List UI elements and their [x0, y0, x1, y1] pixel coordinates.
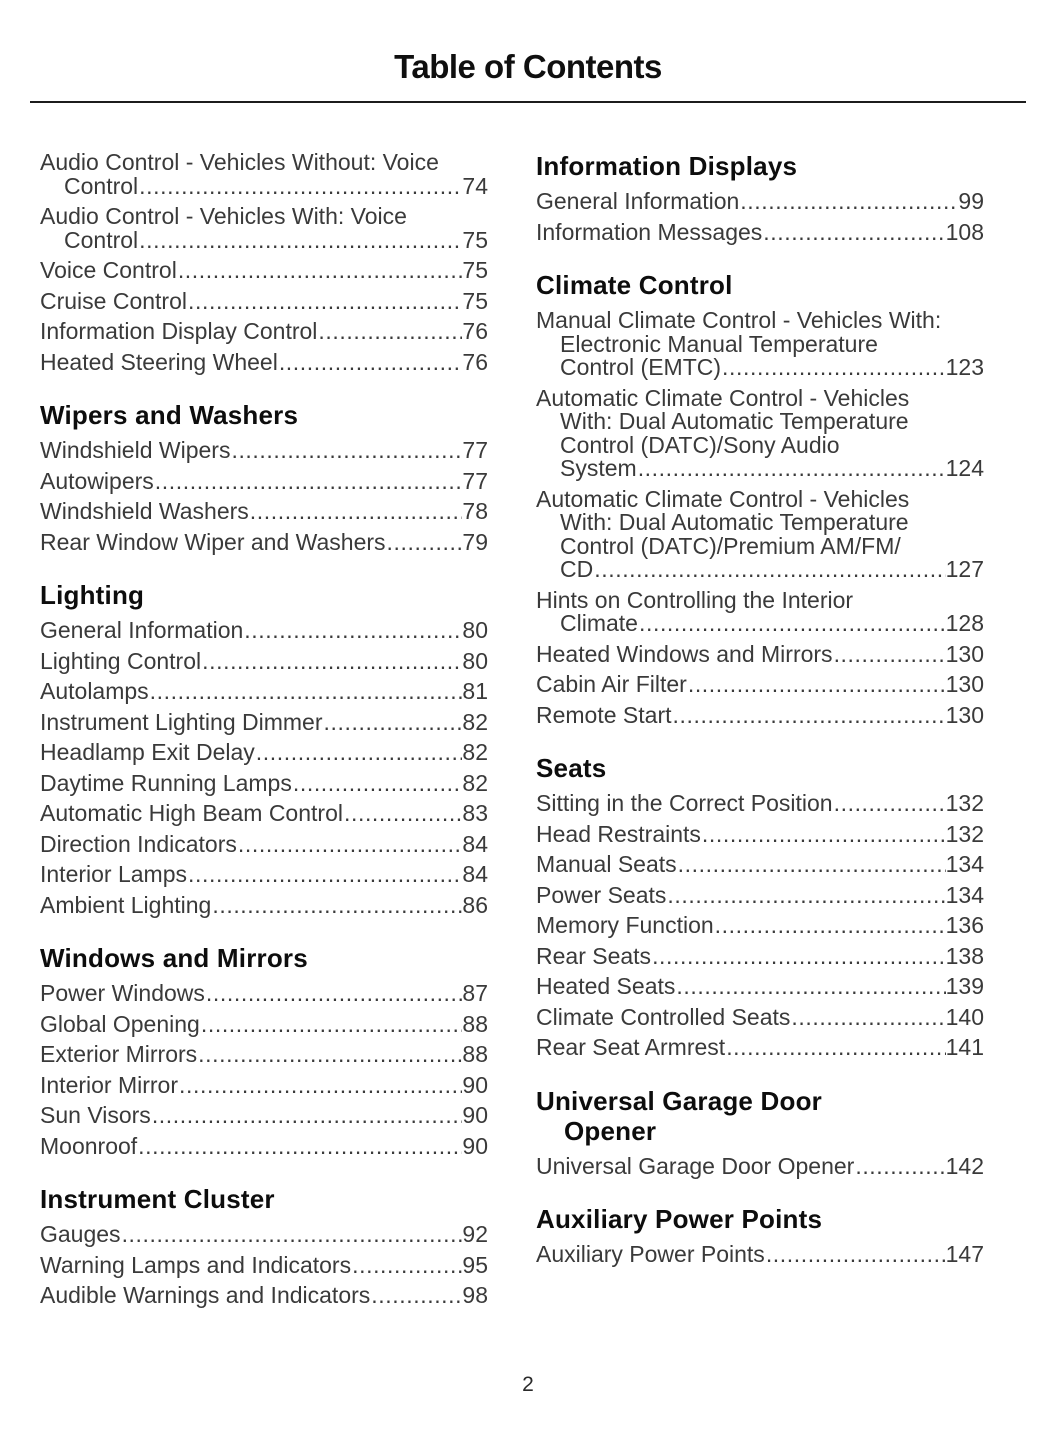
entry-last-line [536, 612, 984, 636]
entry-last-line [40, 1132, 488, 1159]
entry-label: Global Opening [40, 1010, 200, 1037]
entry-last-line [40, 1251, 488, 1278]
entry-label: Rear Seats [536, 942, 652, 969]
dot-leader [293, 772, 463, 796]
toc-entry [40, 528, 488, 555]
entry-page-number: 108 [945, 218, 984, 245]
toc-entry [40, 1251, 488, 1278]
section-heading-line: Climate Control [536, 270, 733, 300]
entry-last-line [40, 259, 488, 283]
toc-entry [536, 942, 984, 969]
entry-label: Exterior Mirrors [40, 1041, 198, 1067]
entry-label: Cruise Control [40, 287, 187, 314]
section-heading [536, 270, 984, 300]
entry-page-number: 124 [945, 455, 984, 481]
dot-leader [178, 259, 463, 283]
entry-label: Instrument Lighting Dimmer [40, 708, 323, 735]
entry-label: General Information [536, 188, 740, 214]
section-heading-line: Instrument Cluster [40, 1184, 275, 1214]
toc-entry [536, 975, 984, 999]
entry-last-line [536, 701, 984, 728]
entry-last-line [536, 356, 984, 380]
dot-leader [387, 531, 463, 555]
entry-last-line [40, 500, 488, 524]
entry-label: Moonroof [40, 1132, 138, 1159]
entry-last-line [536, 914, 984, 938]
toc-section [536, 270, 984, 727]
entry-page-number: 128 [945, 610, 984, 636]
toc-entry [536, 586, 984, 636]
dot-leader [352, 1254, 462, 1278]
section-heading-line: Opener [564, 1115, 657, 1146]
toc-section [536, 1086, 984, 1179]
toc-entry [536, 853, 984, 877]
section-heading-line: Windows and Mirrors [40, 943, 308, 973]
toc-entry [536, 640, 984, 667]
toc-entry [40, 830, 488, 857]
toc-entry [40, 1043, 488, 1067]
toc-entry [536, 190, 984, 214]
entry-page-number: 134 [945, 881, 984, 908]
dot-leader [244, 619, 462, 643]
entry-label: Autowipers [40, 467, 154, 494]
toc-entry [40, 1284, 488, 1308]
toc-section [536, 753, 984, 1060]
toc-section [40, 580, 488, 917]
entry-text-line: Electronic Manual Temperature [560, 330, 878, 357]
entry-last-line [40, 1043, 488, 1067]
toc-entry [40, 619, 488, 643]
dot-leader [652, 945, 946, 969]
dot-leader [763, 221, 945, 245]
dot-leader [715, 914, 946, 938]
toc-entry [40, 1010, 488, 1037]
toc-section [40, 1184, 488, 1308]
entry-page-number: 77 [462, 467, 488, 494]
dot-leader [766, 1243, 946, 1267]
entry-page-number: 92 [462, 1221, 488, 1247]
entry-last-line [40, 439, 488, 463]
entry-text-line: Manual Climate Control - Vehicles With: [536, 307, 942, 333]
dot-leader [212, 894, 462, 918]
toc-entry [536, 820, 984, 847]
entry-last-line [536, 820, 984, 847]
dot-leader [256, 741, 463, 765]
toc-section [536, 151, 984, 244]
section-heading-line: Lighting [40, 580, 145, 610]
entry-last-line [40, 320, 488, 344]
toc-entry [40, 1071, 488, 1098]
entry-last-line [40, 863, 488, 887]
section-heading [536, 151, 984, 181]
entry-label: Windshield Wipers [40, 437, 231, 463]
entry-page-number: 82 [462, 739, 488, 765]
toc-entry [536, 1003, 984, 1030]
toc-entry [40, 287, 488, 314]
dot-leader [250, 500, 463, 524]
entry-last-line [536, 942, 984, 969]
entry-label: Rear Window Wiper and Washers [40, 528, 386, 555]
entry-last-line [40, 619, 488, 643]
entry-last-line [40, 1104, 488, 1128]
entry-page-number: 81 [462, 678, 488, 704]
entry-last-line [536, 190, 984, 214]
dot-leader [638, 457, 946, 481]
entry-last-line [40, 647, 488, 674]
entry-page-number: 79 [462, 528, 488, 555]
toc-section [40, 151, 488, 374]
dot-leader [139, 229, 462, 253]
entry-page-number: 141 [945, 1034, 984, 1060]
entry-last-line [40, 982, 488, 1006]
entry-page-number: 136 [945, 912, 984, 938]
entry-page-number: 90 [462, 1102, 488, 1128]
toc-entry [40, 982, 488, 1006]
entry-label: CD [560, 556, 594, 582]
toc-entry [40, 205, 488, 252]
entry-page-number: 80 [462, 647, 488, 674]
dot-leader [238, 833, 463, 857]
entry-last-line [40, 172, 488, 199]
dot-leader [371, 1284, 462, 1308]
toc-entry [40, 259, 488, 283]
dot-leader [279, 351, 463, 375]
entry-page-number: 76 [462, 348, 488, 375]
toc-entry [40, 439, 488, 463]
toc-column-1 [40, 151, 488, 1315]
toc-column-2 [536, 151, 984, 1315]
entry-page-number: 74 [462, 172, 488, 199]
entry-last-line [40, 348, 488, 375]
toc-entry [536, 914, 984, 938]
dot-leader [231, 439, 462, 463]
page-title: Table of Contents [394, 48, 662, 85]
entry-text-line: Audio Control - Vehicles Without: Voice [40, 149, 439, 175]
entry-page-number: 140 [945, 1003, 984, 1030]
dot-leader [791, 1006, 945, 1030]
entry-label: Climate [560, 610, 638, 636]
section-heading [536, 1086, 984, 1146]
entry-page-number: 123 [945, 354, 984, 380]
entry-last-line [536, 975, 984, 999]
entry-page-number: 78 [462, 498, 488, 524]
entry-last-line [40, 769, 488, 796]
entry-label: Interior Lamps [40, 861, 188, 887]
entry-page-number: 95 [462, 1251, 488, 1278]
entry-page-number: 132 [945, 790, 984, 816]
entry-page-number: 86 [462, 891, 488, 918]
entry-label: Climate Controlled Seats [536, 1003, 791, 1030]
entry-text-line: Automatic Climate Control - Vehicles [536, 485, 910, 512]
dot-leader [834, 792, 946, 816]
entry-label: Manual Seats [536, 851, 677, 877]
section-heading-line: Auxiliary Power Points [536, 1204, 823, 1234]
entry-page-number: 84 [462, 861, 488, 887]
entry-label: Remote Start [536, 701, 672, 728]
entry-label: System [560, 455, 637, 481]
dot-leader [206, 982, 463, 1006]
toc-entry [40, 1132, 488, 1159]
entry-last-line [536, 640, 984, 667]
entry-label: Sitting in the Correct Position [536, 790, 833, 816]
dot-leader [726, 1036, 945, 1060]
entry-last-line [536, 853, 984, 877]
dot-leader [740, 190, 958, 214]
toc-entry [536, 701, 984, 728]
entry-page-number: 82 [462, 769, 488, 796]
dot-leader [676, 975, 945, 999]
entry-last-line [40, 680, 488, 704]
dot-leader [152, 1104, 463, 1128]
entry-last-line [40, 226, 488, 253]
toc-entry [536, 673, 984, 697]
entry-last-line [40, 1223, 488, 1247]
entry-page-number: 75 [462, 287, 488, 314]
entry-label: Information Display Control [40, 318, 318, 344]
entry-last-line [536, 558, 984, 582]
toc-entry [40, 1104, 488, 1128]
entry-last-line [536, 1003, 984, 1030]
toc-section [40, 400, 488, 554]
toc-entry [40, 891, 488, 918]
dot-leader [150, 680, 463, 704]
entry-label: Heated Windows and Mirrors [536, 640, 833, 667]
section-heading-line: Universal Garage Door [536, 1085, 822, 1116]
entry-page-number: 84 [462, 830, 488, 857]
toc-entry [536, 1036, 984, 1060]
entry-last-line [536, 881, 984, 908]
dot-leader [139, 175, 462, 199]
entry-label: Rear Seat Armrest [536, 1034, 726, 1060]
toc-entry [536, 1152, 984, 1179]
entry-page-number: 80 [462, 617, 488, 643]
entry-last-line [536, 457, 984, 481]
toc-entry [40, 467, 488, 494]
section-heading-line: Information Displays [536, 151, 798, 181]
dot-leader [138, 1135, 462, 1159]
toc-entry [536, 792, 984, 816]
dot-leader [198, 1043, 462, 1067]
entry-last-line [40, 1071, 488, 1098]
entry-page-number: 77 [462, 437, 488, 463]
toc-section [40, 943, 488, 1158]
entry-label: Power Windows [40, 980, 205, 1006]
entry-label: Direction Indicators [40, 830, 237, 857]
entry-page-number: 127 [945, 556, 984, 582]
entry-label: General Information [40, 617, 244, 643]
dot-leader [188, 863, 462, 887]
dot-leader [673, 704, 946, 728]
toc-entry [536, 1243, 984, 1267]
entry-page-number: 98 [462, 1282, 488, 1308]
entry-page-number: 134 [945, 851, 984, 877]
toc-entry [536, 218, 984, 245]
entry-last-line [536, 218, 984, 245]
entry-page-number: 142 [945, 1152, 984, 1179]
entry-page-number: 130 [945, 640, 984, 667]
toc-entry [40, 769, 488, 796]
entry-page-number: 83 [462, 800, 488, 826]
entry-page-number: 75 [462, 226, 488, 253]
dot-leader [834, 643, 946, 667]
section-heading-line: Wipers and Washers [40, 400, 299, 430]
entry-label: Heated Steering Wheel [40, 348, 278, 375]
section-heading [40, 580, 488, 610]
entry-label: Sun Visors [40, 1102, 151, 1128]
entry-label: Gauges [40, 1221, 121, 1247]
toc-entry [536, 881, 984, 908]
dot-leader [855, 1155, 945, 1179]
toc-entry [40, 1223, 488, 1247]
entry-label: Interior Mirror [40, 1071, 179, 1098]
dot-leader [188, 290, 462, 314]
entry-label: Lighting Control [40, 647, 202, 674]
entry-label: Headlamp Exit Delay [40, 739, 255, 765]
dot-leader [324, 711, 463, 735]
dot-leader [202, 650, 462, 674]
entry-last-line [536, 1152, 984, 1179]
footer-page-number: 2 [522, 1373, 534, 1396]
entry-page-number: 87 [462, 980, 488, 1006]
entry-text-line: With: Dual Automatic Temperature [560, 509, 909, 535]
entry-text-line: With: Dual Automatic Temperature [560, 408, 909, 434]
dot-leader [702, 823, 946, 847]
dot-leader [678, 853, 946, 877]
section-heading-line: Seats [536, 753, 607, 783]
entry-last-line [40, 528, 488, 555]
entry-page-number: 90 [462, 1071, 488, 1098]
entry-last-line [536, 1036, 984, 1060]
entry-page-number: 132 [945, 820, 984, 847]
entry-page-number: 82 [462, 708, 488, 735]
entry-page-number: 147 [945, 1241, 984, 1267]
entry-text-line: Control (DATC)/Sony Audio [560, 431, 840, 458]
toc-entry [40, 863, 488, 887]
entry-page-number: 88 [462, 1041, 488, 1067]
entry-label: Automatic High Beam Control [40, 800, 343, 826]
entry-label: Ambient Lighting [40, 891, 212, 918]
section-heading [40, 943, 488, 973]
entry-page-number: 130 [945, 701, 984, 728]
dot-leader [201, 1013, 463, 1037]
entry-last-line [40, 802, 488, 826]
dot-leader [155, 470, 463, 494]
entry-label: Memory Function [536, 912, 714, 938]
entry-label: Auxiliary Power Points [536, 1241, 765, 1267]
toc-entry [40, 320, 488, 344]
section-heading [536, 753, 984, 783]
section-heading [40, 1184, 488, 1214]
entry-label: Information Messages [536, 218, 763, 245]
toc-entry [40, 741, 488, 765]
entry-text-line: Hints on Controlling the Interior [536, 586, 854, 613]
dot-leader [122, 1223, 463, 1247]
entry-last-line [40, 1010, 488, 1037]
entry-label: Control (EMTC) [560, 354, 722, 380]
toc-entry [40, 680, 488, 704]
toc-entry [40, 647, 488, 674]
entry-last-line [536, 792, 984, 816]
entry-label: Control [64, 172, 139, 199]
entry-label: Daytime Running Lamps [40, 769, 292, 796]
toc-entry [40, 708, 488, 735]
dot-leader [344, 802, 462, 826]
toc-entry [40, 500, 488, 524]
entry-page-number: 90 [462, 1132, 488, 1159]
entry-page-number: 99 [958, 188, 984, 214]
entry-last-line [40, 741, 488, 765]
dot-leader [318, 320, 462, 344]
entry-page-number: 75 [462, 257, 488, 283]
entry-label: Windshield Washers [40, 498, 249, 524]
entry-label: Control [64, 226, 139, 253]
dot-leader [639, 612, 946, 636]
entry-page-number: 130 [945, 671, 984, 697]
entry-last-line [40, 467, 488, 494]
toc-entry [536, 309, 984, 380]
dot-leader [594, 558, 945, 582]
toc-columns [0, 103, 1056, 1315]
toc-entry [536, 485, 984, 582]
entry-label: Cabin Air Filter [536, 671, 687, 697]
entry-last-line [536, 1243, 984, 1267]
entry-last-line [40, 708, 488, 735]
entry-label: Power Seats [536, 881, 667, 908]
entry-text-line: Automatic Climate Control - Vehicles [536, 384, 910, 411]
entry-last-line [40, 891, 488, 918]
toc-section [536, 1204, 984, 1267]
dot-leader [179, 1074, 462, 1098]
entry-page-number: 138 [945, 942, 984, 969]
section-heading [40, 400, 488, 430]
entry-page-number: 88 [462, 1010, 488, 1037]
dot-leader [722, 356, 946, 380]
dot-leader [667, 884, 945, 908]
entry-last-line [40, 830, 488, 857]
entry-label: Audible Warnings and Indicators [40, 1282, 371, 1308]
entry-label: Universal Garage Door Opener [536, 1152, 855, 1179]
entry-label: Warning Lamps and Indicators [40, 1251, 352, 1278]
entry-text-line: Control (DATC)/Premium AM/FM/ [560, 532, 901, 559]
section-heading [536, 1204, 984, 1234]
entry-last-line [536, 673, 984, 697]
entry-label: Heated Seats [536, 973, 676, 999]
entry-label: Head Restraints [536, 820, 701, 847]
entry-last-line [40, 1284, 488, 1308]
toc-entry [40, 348, 488, 375]
toc-entry [536, 384, 984, 481]
dot-leader [688, 673, 946, 697]
entry-label: Voice Control [40, 257, 177, 283]
toc-entry [40, 802, 488, 826]
entry-text-line: Audio Control - Vehicles With: Voice [40, 203, 407, 229]
entry-last-line [40, 287, 488, 314]
toc-entry [40, 151, 488, 198]
entry-page-number: 76 [462, 318, 488, 344]
entry-page-number: 139 [945, 973, 984, 999]
entry-label: Autolamps [40, 678, 149, 704]
